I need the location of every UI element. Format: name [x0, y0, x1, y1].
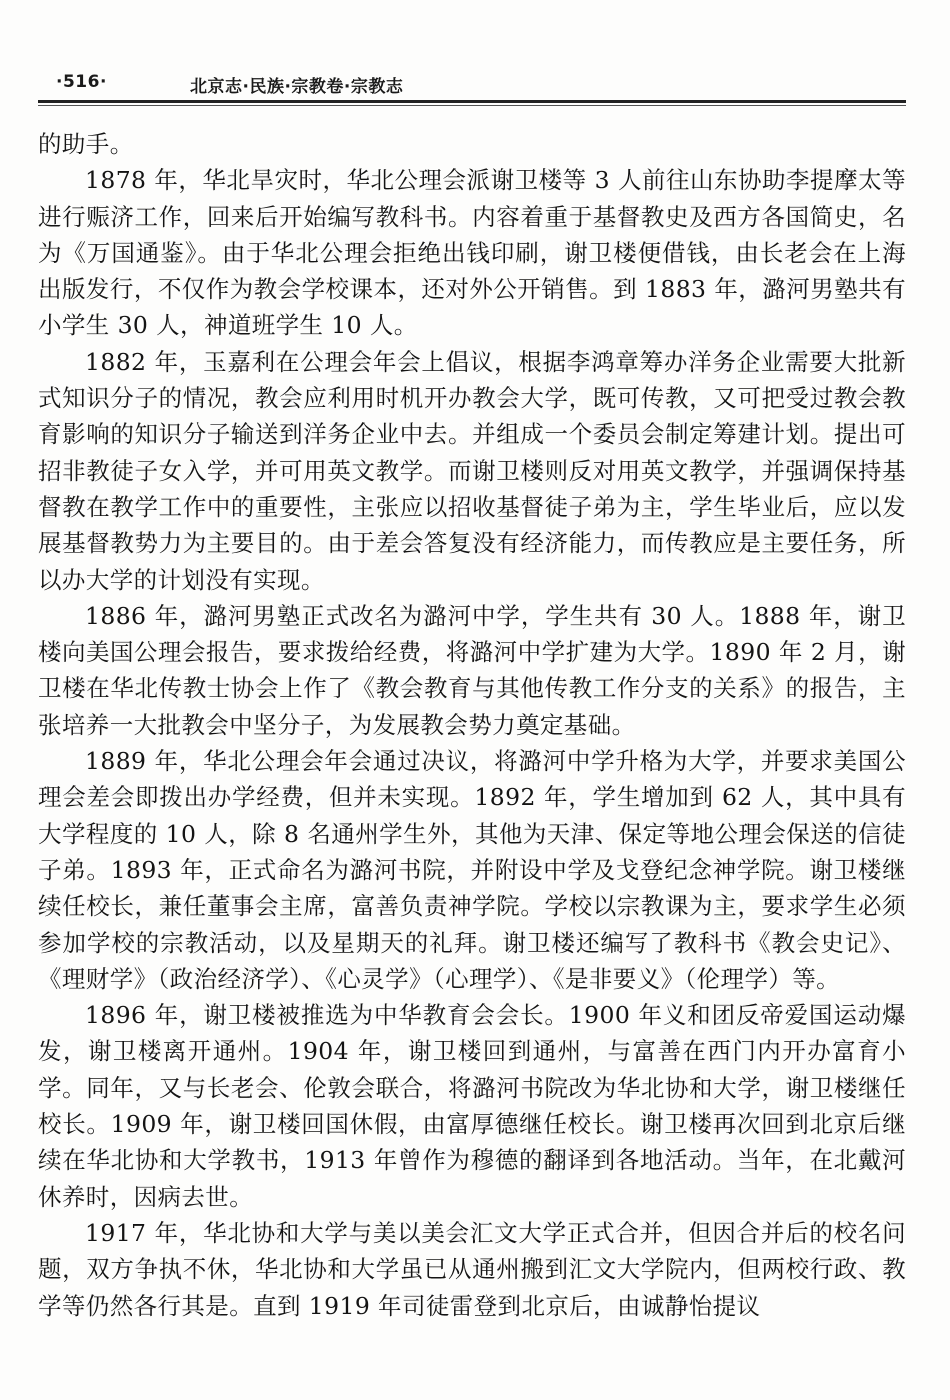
paragraph: 1882 年，玉嘉利在公理会年会上倡议，根据李鸿章筹办洋务企业需要大批新式知识分子的情况，教会应利用时机开办教会大学，既可传教，又可把受过教会教育影响的知识分子输送到洋务企业中去。并组成一个委员会制定筹建计划。提出可招非教徒子女入学，并可用英文教学。而谢卫楼则反对用英文教学，并强调保持基督教在教学工作中的重要性，主张应以招收基督徒子弟为主，学生毕业后，应以发展基督教势力为主要目的。由于差会答复没有经济能力，而传教应是主要任务，所以办大学的计划没有实现。 [38, 347, 906, 594]
page-header [40, 72, 908, 100]
header-rule-thin [38, 105, 906, 106]
paragraph-continued: 的助手。 [38, 130, 134, 158]
paragraph: 1889 年，华北公理会年会通过决议，将潞河中学升格为大学，并要求美国公理会差会即拨出办学经费，但并未实现。1892 年，学生增加到 62 人，其中具有大学程度的 10 人，除 8 名通州学生外，其他为天津、保定等地公理会保送的信徒子弟。1893 年，正式命名为潞河书院，并附设中学及戈登纪念神学院。谢卫楼继续任校长，兼任董事会主席，富善负责神学院。学校以宗教课为主，要求学生必须参加学校的宗教活动，以及星期天的礼拜。谢卫楼还编写了教科书《教会史记》、《理财学》（政治经济学）、《心灵学》（心理学）、《是非要义》（伦理学）等。 [38, 747, 906, 993]
running-title: 北京志·民族·宗教卷·宗教志 [190, 77, 404, 97]
header-rule-thick [38, 100, 906, 103]
paragraph: 1878 年，华北旱灾时，华北公理会派谢卫楼等 3 人前往山东协助李提摩太等进行赈济工作，回来后开始编写教科书。内容着重于基督教史及西方各国简史，名为《万国通鉴》。由于华北公理会拒绝出钱印刷，谢卫楼便借钱，由长老会在上海出版发行，不仅作为教会学校课本，还对外公开销售。到 1883 年，潞河男塾共有小学生 30 人，神道班学生 10 人。 [38, 166, 906, 340]
paragraph: 1896 年，谢卫楼被推选为中华教育会会长。1900 年义和团反帝爱国运动爆发，谢卫楼离开通州。1904 年，谢卫楼回到通州，与富善在西门内开办富育小学。同年，又与长老会、伦敦会联合，将潞河书院改为华北协和大学，谢卫楼继任校长。1909 年，谢卫楼回国休假，由富厚德继任校长。谢卫楼再次回到北京后继续在华北协和大学教书，1913 年曾作为穆德的翻译到各地活动。当年，在北戴河休养时，因病去世。 [38, 1001, 906, 1211]
body-text [38, 126, 906, 1324]
paragraph: 1886 年，潞河男塾正式改名为潞河中学，学生共有 30 人。1888 年，谢卫楼向美国公理会报告，要求拨给经费，将潞河中学扩建为大学。1890 年 2 月，谢卫楼在华北传教士协会上作了《教会教育与其他传教工作分支的关系》的报告，主张培养一大批教会中坚分子，为发展教会势力奠定基础。 [38, 601, 906, 739]
page-number: ·516· [56, 72, 107, 92]
paragraph: 1917 年，华北协和大学与美以美会汇文大学正式合并，但因合并后的校名问题，双方争执不休，华北协和大学虽已从通州搬到汇文大学院内，但两校行政、教学等仍然各行其是。直到 1919 年司徒雷登到北京后，由诚静怡提议 [38, 1218, 906, 1320]
